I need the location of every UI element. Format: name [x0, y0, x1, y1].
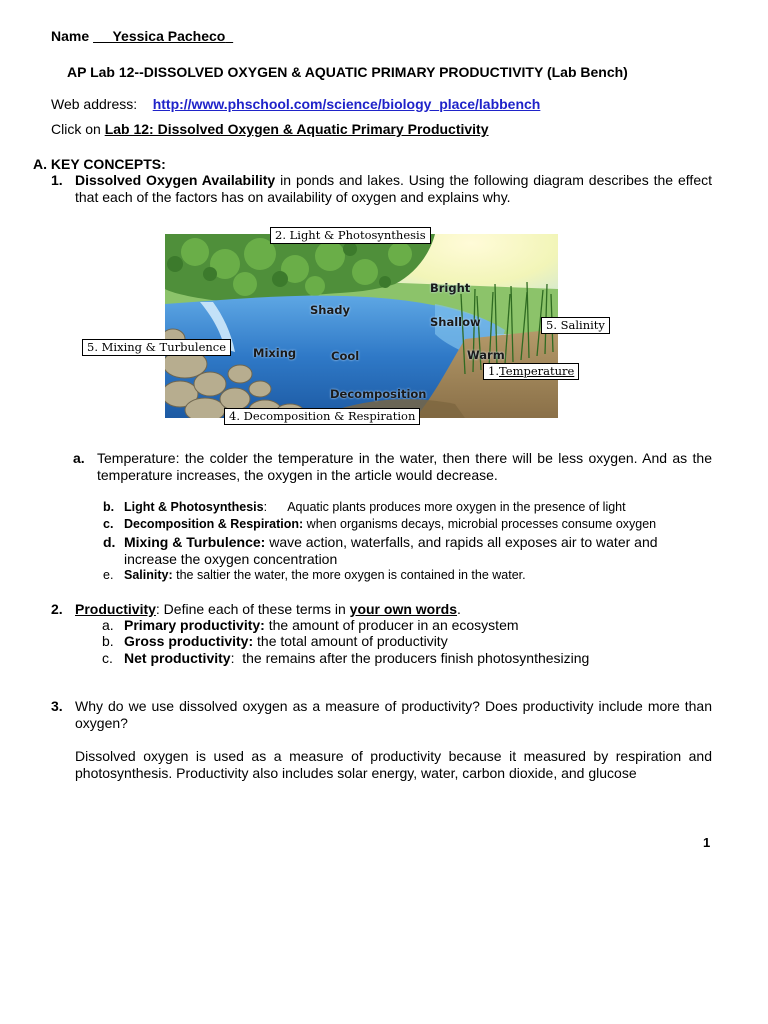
answer-e-body: the saltier the water, the more oxygen is contained in the water. — [172, 568, 526, 582]
answer-c-bold: Decomposition & Respiration: — [124, 517, 304, 531]
web-address-label: Web address: — [51, 96, 138, 112]
answer-b-bold: Light & Photosynthesis — [124, 500, 264, 514]
answer-d-letter: d. — [103, 534, 116, 550]
item-2-term: Productivity — [75, 601, 156, 617]
click-on-line — [51, 121, 489, 138]
name-label: Name — [51, 28, 90, 44]
item-2a-body: the amount of producer in an ecosystem — [264, 617, 519, 633]
item-1-body: in ponds and lakes. Using the following diagram describes the effect that each of the factors has on availability of oxygen and explains why. — [75, 172, 712, 205]
page-number: 1 — [703, 835, 711, 850]
item-2b-text — [124, 633, 448, 650]
answer-c-text — [124, 517, 714, 532]
answer-d-text — [124, 534, 714, 568]
item-2b-bold: Gross productivity: — [124, 633, 254, 649]
label-bright: Bright — [430, 281, 471, 295]
callout-mixing-turbulence: 5. Mixing & Turbulence — [82, 339, 231, 356]
item-3-answer: Dissolved oxygen is used as a measure of productivity because it measured by respiration and photosynthesis. Productivity also includes solar energy, water, carbon dioxide, and glucose — [75, 748, 712, 781]
item-3-number: 3. — [51, 698, 63, 714]
section-heading: A. KEY CONCEPTS: — [33, 156, 166, 172]
item-1-bold: Dissolved Oxygen Availability — [75, 172, 276, 188]
item-2c-letter: c. — [102, 650, 113, 666]
web-address-link[interactable]: http://www.phschool.com/science/biology_place/labbench — [152, 96, 541, 112]
answer-e-text — [124, 568, 714, 583]
item-2c-bold: Net productivity — [124, 650, 231, 666]
item-2a-bold: Primary productivity: — [124, 617, 265, 633]
name-line — [51, 28, 233, 45]
answer-d-body: wave action, waterfalls, and rapids all exposes air to water and increase the oxygen concentration — [124, 534, 658, 567]
answer-e-letter: e. — [103, 568, 114, 582]
answer-b-text — [124, 500, 714, 515]
item-2c-text — [124, 650, 589, 667]
callout-light-photosynthesis: 2. Light & Photosynthesis — [270, 227, 431, 244]
item-2-emphasis: your own words — [349, 601, 458, 617]
item-2b-body: the total amount of productivity — [253, 633, 448, 649]
item-1-number: 1. — [51, 172, 63, 188]
label-mixing: Mixing — [253, 346, 297, 360]
item-2b-letter: b. — [102, 633, 114, 649]
item-1-text — [75, 172, 712, 206]
answer-a-text: Temperature: the colder the temperature in the water, then there will be less oxygen. And as the temperature increases, the oxygen in the article would decrease. — [97, 450, 712, 483]
answer-b-letter: b. — [103, 500, 115, 514]
item-2-text-b: . — [457, 601, 461, 617]
item-2-number: 2. — [51, 601, 63, 617]
document-title: AP Lab 12--DISSOLVED OXYGEN & AQUATIC PRIMARY PRODUCTIVITY (Lab Bench) — [67, 64, 628, 80]
item-3-question: Why do we use dissolved oxygen as a measure of productivity? Does productivity include more than oxygen? — [75, 698, 712, 731]
callout-decomposition-respiration: 4. Decomposition & Respiration — [224, 408, 420, 425]
label-decomposition: Decomposition — [330, 387, 427, 401]
click-prefix: Click on — [51, 121, 101, 137]
answer-b-body: : Aquatic plants produces more oxygen in the presence of light — [263, 500, 626, 514]
callout-temperature — [483, 363, 579, 380]
item-2-heading — [75, 601, 461, 618]
callout-salinity: 5. Salinity — [541, 317, 610, 334]
callout-temperature-num: 1. — [488, 364, 499, 378]
answer-c-letter: c. — [103, 517, 114, 531]
label-warm: Warm — [467, 348, 505, 362]
label-shady: Shady — [310, 303, 350, 317]
label-shallow: Shallow — [430, 315, 481, 329]
web-address-line — [51, 96, 540, 113]
answer-c-body: when organisms decays, microbial processes consume oxygen — [303, 517, 657, 531]
name-value: Yessica Pacheco — [112, 28, 226, 44]
item-2c-body: : the remains after the producers finish photosynthesizing — [230, 650, 590, 666]
callout-temperature-text: Temperature — [498, 364, 575, 378]
item-2a-letter: a. — [102, 617, 114, 633]
label-cool: Cool — [331, 349, 360, 363]
item-2-text-a: : Define each of these terms in — [155, 601, 350, 617]
lab-link-text: Lab 12: Dissolved Oxygen & Aquatic Primary Productivity — [104, 121, 489, 137]
answer-d-bold: Mixing & Turbulence: — [124, 534, 266, 550]
answer-a-letter: a. — [73, 450, 85, 466]
item-2a-text — [124, 617, 519, 634]
pond-diagram — [165, 234, 558, 418]
answer-e-bold: Salinity: — [124, 568, 173, 582]
